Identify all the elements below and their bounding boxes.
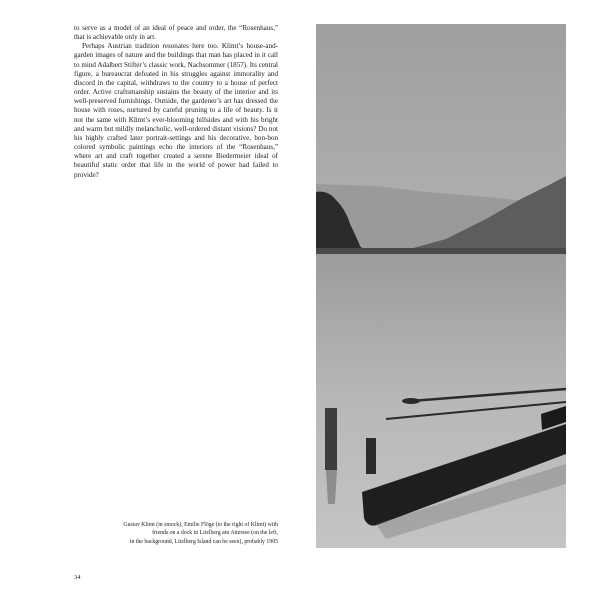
- shoreline: [316, 248, 566, 254]
- caption-line-1: Gustav Klimt (in smock), Emilie Flöge (to the right of Klimt) with: [123, 522, 278, 528]
- dock-post-1: [325, 408, 337, 470]
- oar-blade: [402, 398, 420, 404]
- caption-line-2: friends on a dock in Litzlberg am Attersee (on the left,: [152, 530, 278, 537]
- paragraph-2: Perhaps Austrian tradition resonates here too. Klimt’s house-and-garden images of nature and the buildings that man has placed in it call to mind Adalbert Stifter’s classic work, Nachsommer (1857). Its central figure, a bureaucrat defeated in his struggles against immorality and discord in the capital, withdraws to the country to a house of perfect order. Active craftsmanship sustains the beauty of the interior and its well-preserved furnishings. Outside, the gardener’s art has dressed the house with roses, nurtured by careful pruning to a life of beauty. Is it not the same with Klimt’s ever-blooming hillsides and with his bright and warm but mildly melancholic, well-ordered distant visions? Do not his highly crafted later portrait-settings and his decorative, bon-bon colored symbolic paintings echo the interiors of the “Rosenhaus,” where art and craft together created a serene Biedermeier ideal of beautiful static order that life in the world of power had failed to provide?: [74, 42, 278, 179]
- lake-dock-photograph: [316, 24, 566, 548]
- body-text: [74, 24, 278, 180]
- caption-line-3: in the background, Litzlberg Island can be seen), probably 1905: [129, 538, 278, 545]
- photo-caption: [74, 521, 278, 546]
- paragraph-1: to serve as a model of an ideal of peace and order, the “Rosenhaus,” that is achievable only in art.: [74, 24, 278, 42]
- page-number: 34: [74, 574, 81, 581]
- dock-post-2: [366, 438, 376, 474]
- photo-image: [316, 24, 566, 548]
- running-head: [300, 0, 350, 3]
